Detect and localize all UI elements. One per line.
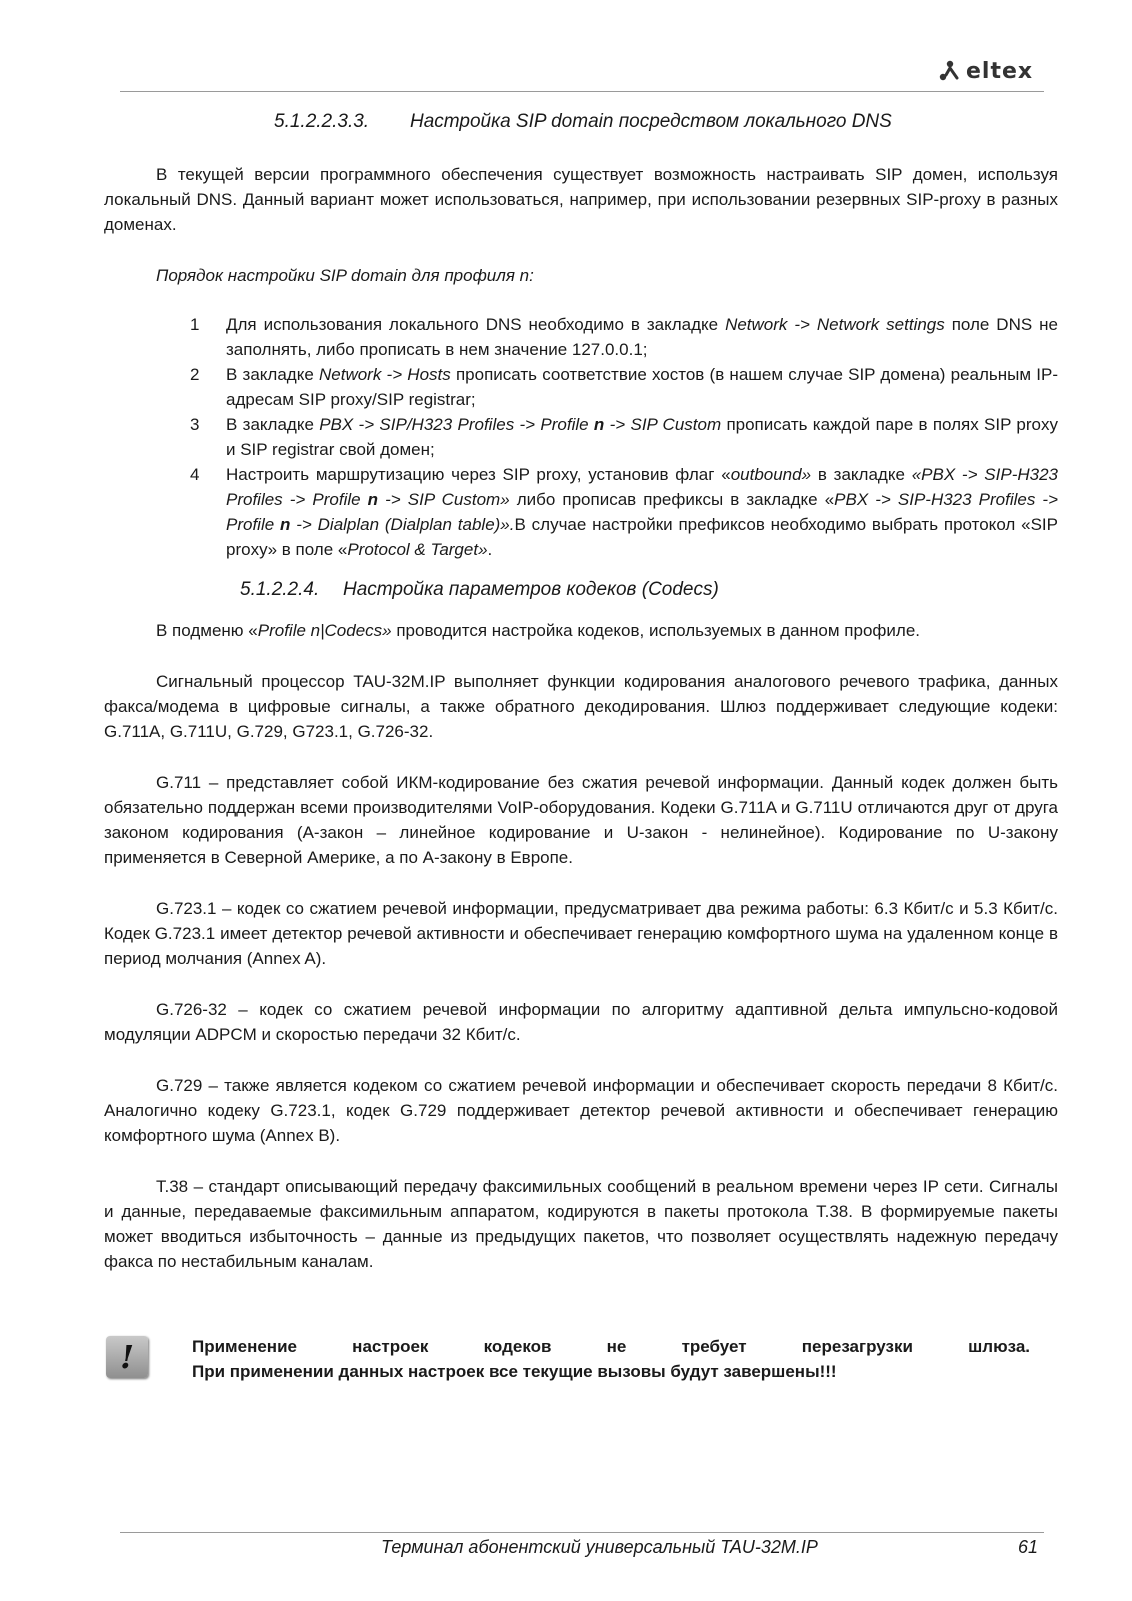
dns-intro-paragraph: В текущей версии программного обеспечения существует возможность настраивать SIP домен, используя локальный DNS. Данный вариант может использоваться, например, при использовании резервных SIP-proxy в разных доменах. — [104, 165, 1058, 234]
section-heading-5-1-2-2-4 — [240, 576, 1058, 604]
g711-paragraph: G.711 – представляет собой ИКМ-кодирование без сжатия речевой информации. Данный кодек должен быть обязательно поддержан всеми производителями VoIP-оборудования. Кодеки G.711A и G.711U отличаются друг от друга законом кодирования (А-закон – линейное кодирование и U-закон - нелинейное). Кодирование по U-закону применяется в Северной Америке, а по А-закону в Европе. — [104, 773, 1058, 867]
main-content — [104, 108, 1058, 1274]
header-rule — [120, 91, 1044, 92]
eltex-logo-icon — [938, 59, 962, 83]
step-text: прописать соответствие хостов (в нашем случае SIP домена) реальным IP-адресам SIP proxy/SIP registrar; — [226, 365, 1058, 409]
step-text: . — [487, 540, 493, 559]
step-number: 4 — [190, 465, 200, 484]
step-variable: n — [280, 515, 291, 534]
step-text: либо прописав префиксы в закладке « — [509, 490, 835, 509]
g729-paragraph: G.729 – также является кодеком со сжатием речевой информации и обеспечивает скорость передачи 8 Кбит/с. Аналогично кодеку G.723.1, кодек G.729 поддерживает детектор речевой активности и обеспечивает генерацию комфортного шума (Annex B). — [104, 1076, 1058, 1145]
step-path: -> Dialplan (Dialplan table)». — [290, 515, 515, 534]
step-text: Для использования локального DNS необходимо в закладке — [226, 315, 726, 334]
warning-line-2: При применении данных настроек все текущие вызовы будут завершены!!! — [192, 1362, 837, 1381]
procedure-title: Порядок настройки SIP domain для профиля n: — [156, 266, 534, 285]
footer-title: Терминал абонентский универсальный TAU-32M.IP — [381, 1537, 818, 1557]
logo-text: eltex — [966, 58, 1034, 84]
step-field: Protocol & Target» — [347, 540, 488, 559]
list-item — [104, 312, 1058, 362]
step-path: Network -> Network settings — [725, 315, 945, 334]
warning-icon — [106, 1336, 148, 1378]
submenu-path: Profile n|Codecs» — [257, 621, 392, 640]
g7231-paragraph: G.723.1 – кодек со сжатием речевой информации, предусматривает два режима работы: 6.3 Кбит/с и 5.3 Кбит/с. Кодек G.723.1 имеет детектор речевой активности и обеспечивает генерацию комфортного шума на удаленном конце в период молчания (Annex A). — [104, 899, 1058, 968]
step-variable: n — [593, 415, 605, 434]
step-path: -> SIP Custom — [604, 415, 722, 434]
g726-paragraph: G.726-32 – кодек со сжатием речевой информации по алгоритму адаптивной дельта импульсно-кодовой модуляции ADPCM и скоростью передачи 32 Кбит/с. — [104, 1000, 1058, 1044]
step-path: PBX -> SIP/H323 Profiles -> Profile — [319, 415, 594, 434]
step-text: поле DNS не заполнять, либо прописать в нем значение 127.0.0.1; — [226, 315, 1058, 359]
warning-note — [106, 1334, 1046, 1390]
step-flag: outbound» — [730, 465, 812, 484]
step-text: В закладке — [226, 415, 320, 434]
t38-paragraph: T.38 – стандарт описывающий передачу факсимильных сообщений в реальном времени через IP сети. Сигналы и данные, передаваемые факсимильным аппаратом, кодируются в пакеты протокола T.38. В формируемые пакеты может вводиться избыточность – данные из предыдущих пакетов, что позволяет осуществлять надежную передачу факса по нестабильным каналам. — [104, 1177, 1058, 1271]
step-text: в закладке — [811, 465, 912, 484]
step-number: 1 — [190, 315, 200, 334]
section-title: Настройка SIP domain посредством локального DNS — [410, 111, 892, 132]
step-number: 3 — [190, 415, 200, 434]
step-text: прописать каждой паре в полях SIP proxy и SIP registrar свой домен; — [226, 415, 1059, 459]
procedure-steps — [104, 312, 1058, 562]
step-variable: n — [367, 490, 379, 509]
paragraph-text: проводится настройка кодеков, используемых в данном профиле. — [391, 621, 920, 640]
paragraph-text: В подменю « — [156, 621, 258, 640]
step-number: 2 — [190, 365, 200, 384]
page-number: 61 — [1018, 1537, 1039, 1557]
codecs-submenu-paragraph — [104, 618, 1058, 643]
footer-rule — [120, 1532, 1044, 1533]
step-path: «PBX -> SIP-H323 Profiles -> Profile — [226, 465, 1059, 509]
warning-text — [192, 1334, 1030, 1384]
list-item — [104, 462, 1058, 562]
list-item — [104, 362, 1058, 412]
section-number: 5.1.2.2.4. — [240, 579, 320, 600]
section-number: 5.1.2.2.3.3. — [274, 111, 370, 132]
step-text: В случае настройки префиксов необходимо выбрать протокол «SIP proxy» в поле « — [226, 515, 1058, 559]
warning-glyph: ! — [119, 1338, 135, 1376]
list-item — [104, 412, 1058, 462]
step-path: -> SIP Custom» — [378, 490, 510, 509]
section-heading-5-1-2-2-3-3 — [274, 108, 1058, 136]
eltex-logo — [938, 56, 1033, 86]
step-path: Network -> Hosts — [318, 365, 451, 384]
step-text: В закладке — [226, 365, 319, 384]
section-title: Настройка параметров кодеков (Codecs) — [343, 579, 719, 600]
step-path: PBX -> SIP-H323 Profiles -> Profile — [226, 490, 1059, 534]
dsp-paragraph: Сигнальный процессор TAU-32M.IP выполняет функции кодирования аналогового речевого трафика, данных факса/модема в цифровые сигналы, а также обратного декодирования. Шлюз поддерживает следующие кодеки: G.711A, G.711U, G.729, G723.1, G.726-32. — [104, 672, 1058, 741]
warning-line-1: Применение настроек кодеков не требует перезагрузки шлюза. — [192, 1337, 1030, 1356]
step-text: Настроить маршрутизацию через SIP proxy, установив флаг « — [226, 465, 731, 484]
